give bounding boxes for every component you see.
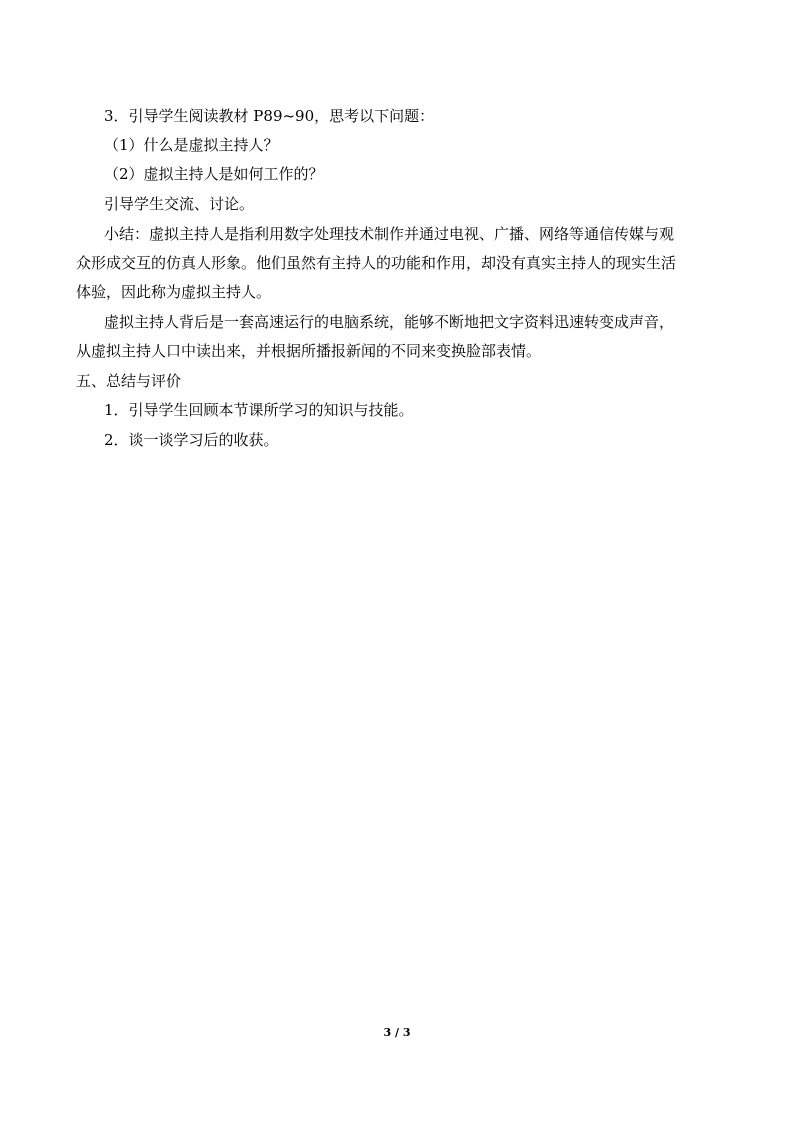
step-3-instruction: 3．引导学生阅读教材 P89~90，思考以下问题： [104,107,435,125]
summary-step-2: 2．谈一谈学习后的收获。 [104,431,279,449]
page-number: 3 / 3 [383,1026,411,1039]
system-paragraph-line-1: 虚拟主持人背后是一套高速运行的电脑系统，能够不断地把文字资料迅速转变成声音， [104,313,675,331]
discussion-instruction: 引导学生交流、讨论。 [104,195,255,213]
system-paragraph-line-2: 从虚拟主持人口中读出来，并根据所播报新闻的不同来变换脸部表情。 [76,342,542,360]
section-heading-summary: 五、总结与评价 [76,372,182,390]
summary-paragraph-line-3: 体验，因此称为虚拟主持人。 [76,283,272,301]
summary-paragraph-line-2: 众形成交互的仿真人形象。他们虽然有主持人的功能和作用，却没有真实主持人的现实生活 [76,254,677,272]
summary-paragraph-line-1: 小结：虚拟主持人是指利用数字处理技术制作并通过电视、广播、网络等通信传媒与观 [104,225,675,243]
question-1: （1）什么是虚拟主持人？ [104,136,279,154]
question-2: （2）虚拟主持人是如何工作的？ [104,165,324,183]
summary-step-1: 1．引导学生回顾本节课所学习的知识与技能。 [104,401,414,419]
